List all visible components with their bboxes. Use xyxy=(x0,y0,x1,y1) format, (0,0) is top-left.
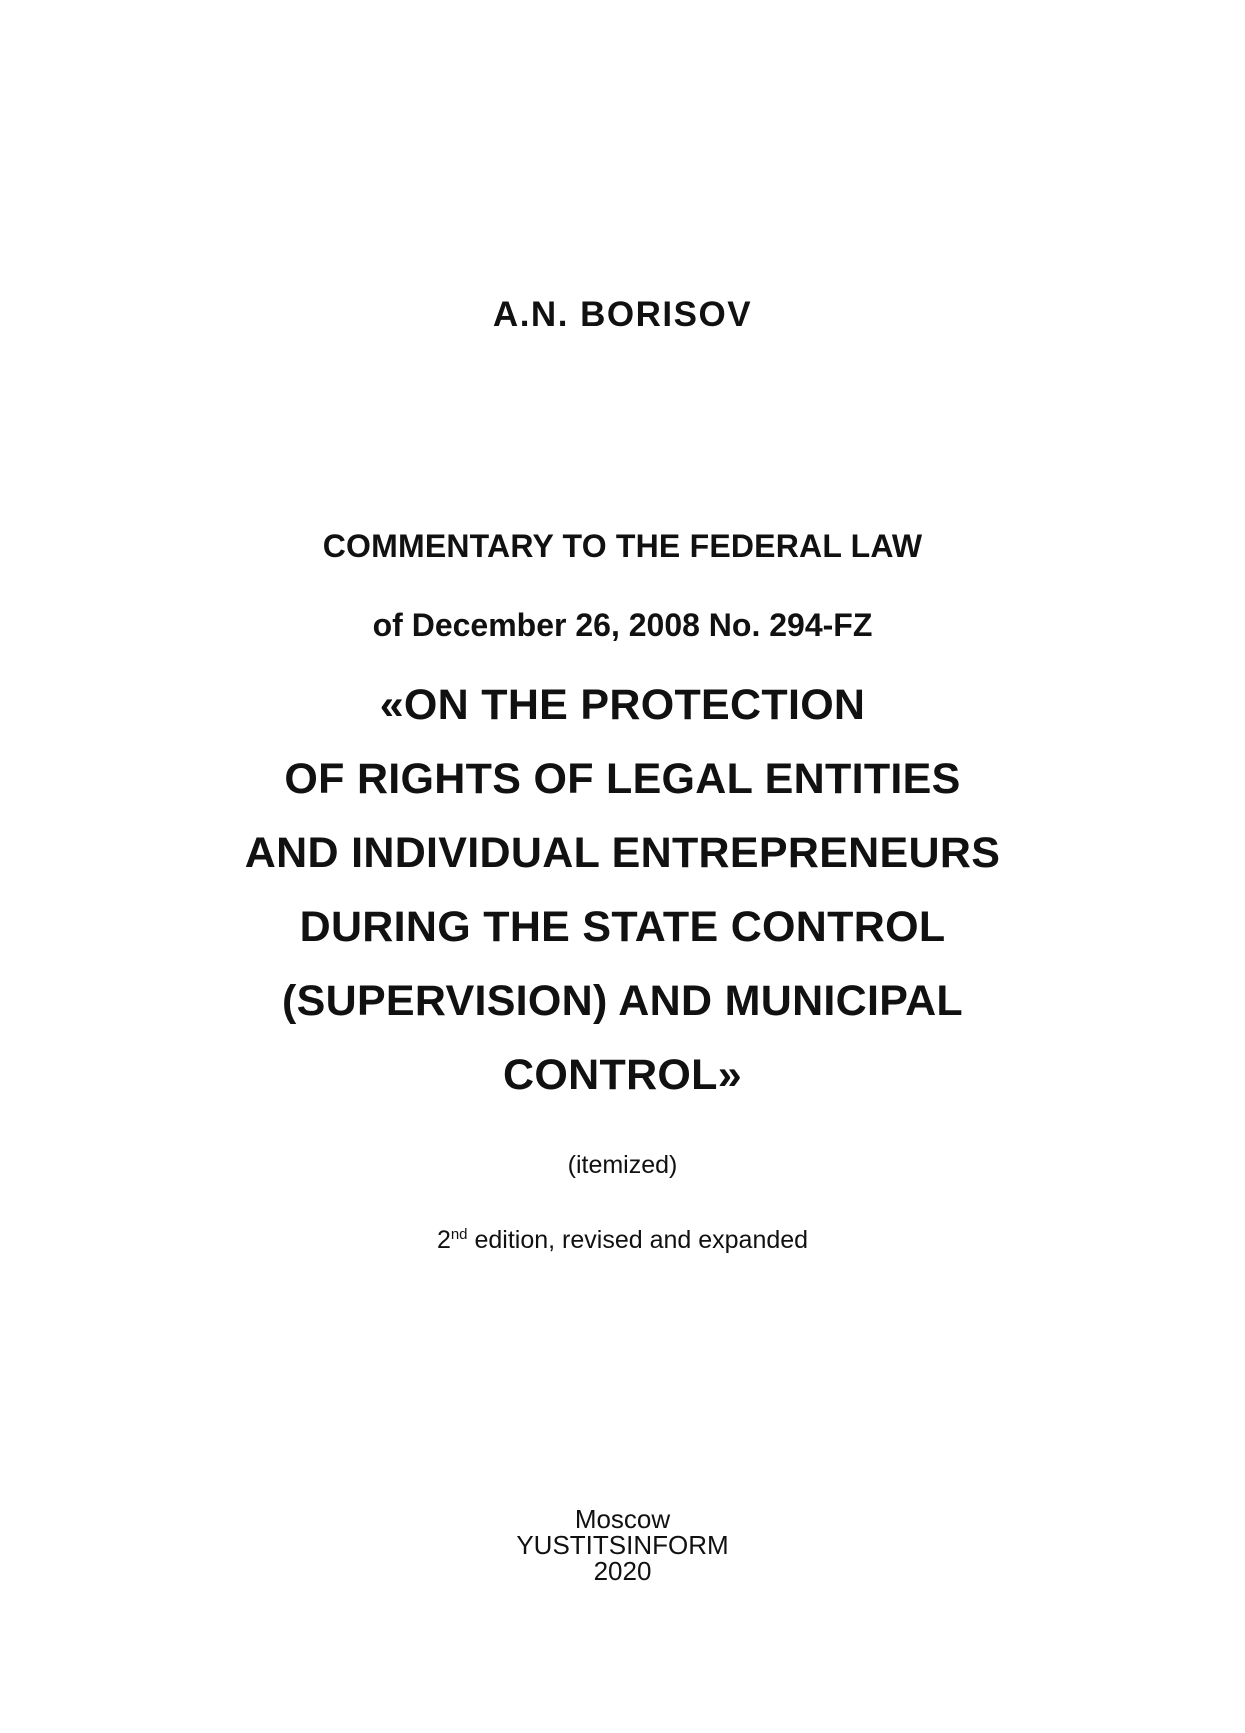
author-name: A.N. BORISOV xyxy=(492,295,753,334)
commentary-subtitle: COMMENTARY TO THE FEDERAL LAW xyxy=(322,528,923,564)
law-title-line: DURING THE STATE CONTROL xyxy=(299,903,946,951)
imprint-city: Moscow xyxy=(574,1504,671,1534)
imprint-publisher: YUSTITSINFORM xyxy=(516,1530,729,1560)
law-title-line: CONTROL» xyxy=(503,1051,742,1099)
law-title-line: (SUPERVISION) AND MUNICIPAL xyxy=(281,977,963,1025)
law-title xyxy=(0,668,1245,1112)
edition-text: edition, revised and expanded xyxy=(467,1226,809,1254)
law-date-line: of December 26, 2008 No. 294-FZ xyxy=(372,607,873,643)
law-title-line: AND INDIVIDUAL ENTREPRENEURS xyxy=(244,829,1001,877)
edition-ordinal-suffix: nd xyxy=(450,1226,468,1243)
imprint xyxy=(0,1506,1245,1584)
law-title-line: OF RIGHTS OF LEGAL ENTITIES xyxy=(284,755,961,803)
edition-note xyxy=(0,1224,1245,1256)
itemized-note: (itemized) xyxy=(567,1151,678,1179)
edition-number: 2 xyxy=(436,1226,451,1254)
law-title-line: «ON THE PROTECTION xyxy=(379,681,866,729)
imprint-year: 2020 xyxy=(593,1556,652,1586)
